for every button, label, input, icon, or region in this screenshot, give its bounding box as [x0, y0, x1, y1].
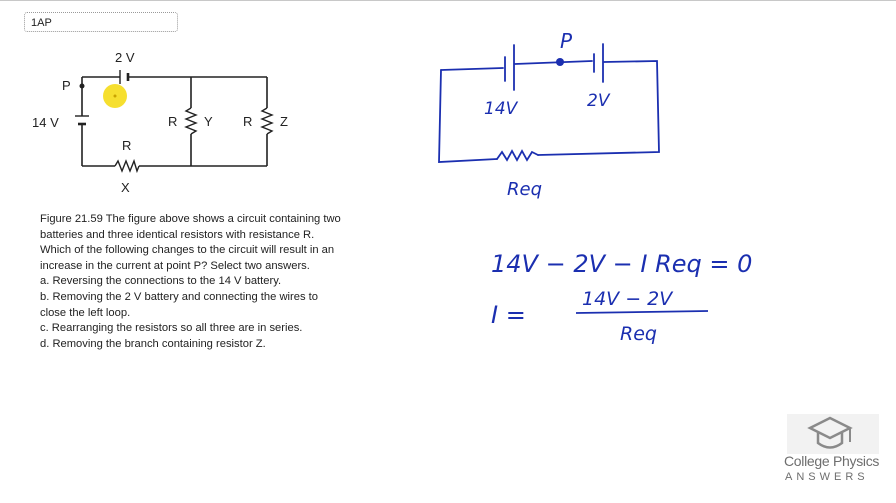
resistor-z	[262, 108, 272, 134]
point-p-dot	[80, 84, 85, 89]
problem-statement	[40, 212, 412, 352]
resistor-x	[115, 161, 139, 171]
equation-kvl: 14V − 2V − I Req = 0	[491, 250, 753, 278]
logo-answers: ANSWERS	[785, 471, 869, 483]
fraction-bar	[576, 311, 708, 313]
handwritten-2v: 2V	[587, 91, 610, 111]
battery-14v-label: 14 V	[32, 115, 59, 130]
point-p-label: P	[62, 78, 71, 93]
problem-option-a: a. Reversing the connections to the 14 V battery.	[40, 275, 282, 288]
equation-current-denominator: Req	[620, 323, 657, 345]
problem-option-c: c. Rearranging the resistors so all three are in series.	[40, 322, 303, 335]
resistor-x-r-label: R	[122, 138, 132, 153]
logo-college-physics: College Physics	[784, 453, 880, 469]
problem-option-b: b. Removing the 2 V battery and connecting the wires to	[40, 290, 318, 303]
equation-current-numerator: 14V − 2V	[582, 288, 673, 310]
resistor-z-name: Z	[280, 114, 288, 129]
problem-tag: 1AP	[24, 12, 178, 32]
problem-line: Figure 21.59 The figure above shows a circuit containing two	[40, 213, 341, 225]
handwritten-point-p: P	[560, 29, 573, 53]
resistor-z-r-label: R	[243, 114, 253, 129]
resistor-y-r-label: R	[168, 114, 178, 129]
problem-line: increase in the current at point P? Select two answers.	[40, 259, 310, 272]
resistor-y-name: Y	[204, 114, 213, 129]
handwritten-circuit	[439, 44, 659, 162]
handwritten-req: Req	[507, 179, 543, 200]
problem-line: Which of the following changes to the circuit will result in an	[40, 244, 335, 257]
resistor-y	[186, 108, 196, 134]
equation-current-lhs: I =	[491, 301, 526, 329]
problem-option-b-cont: close the left loop.	[40, 306, 131, 319]
battery-2v-label: 2 V	[115, 50, 135, 65]
problem-option-d: d. Removing the branch containing resistor Z.	[40, 337, 266, 350]
resistor-x-name: X	[121, 180, 130, 195]
handwritten-point-p-dot	[556, 58, 564, 66]
graduation-cap-icon	[787, 414, 879, 454]
cursor-dot	[114, 95, 117, 98]
problem-line: batteries and three identical resistors with resistance R.	[40, 228, 315, 241]
handwritten-14v: 14V	[484, 99, 518, 119]
